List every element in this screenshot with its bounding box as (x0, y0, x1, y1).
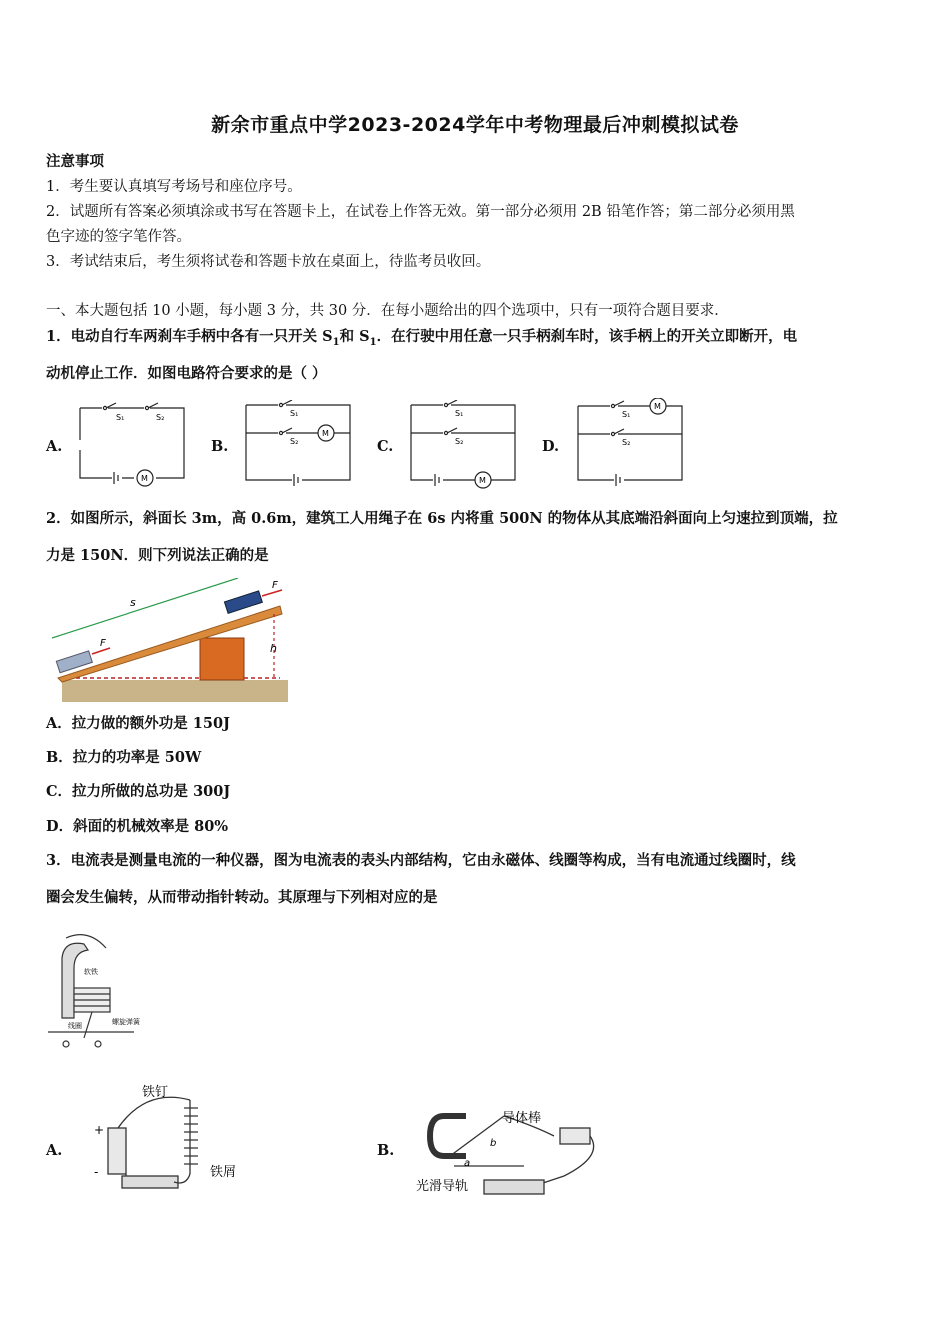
switch-s1-label: S₁ (290, 409, 299, 418)
q2-option-d[interactable]: D．斜面的机械效率是 80% (46, 818, 229, 835)
nail-label: 铁钉 (142, 1085, 169, 1100)
positive-sign: + (94, 1123, 105, 1137)
coil-label: 线圈 (68, 1022, 82, 1030)
ammeter-structure-figure (44, 928, 154, 1054)
notice-item: 2．试题所有答案必须填涂或书写在答题卡上，在试卷上作答无效。第一部分必须用 2B 铅笔作答；第二部分必须用黑 (46, 204, 795, 220)
q1-option-c[interactable]: C. (377, 438, 394, 455)
circuit-c-diagram (403, 400, 523, 490)
force-label-bottom: F (100, 638, 106, 649)
q2-option-b[interactable]: B．拉力的功率是 50W (46, 749, 202, 766)
rod-label: 导体棒 (502, 1111, 542, 1126)
q1-line2: 动机停止工作．如图电路符合要求的是（ ） (46, 365, 327, 382)
motor-label: M (322, 429, 329, 438)
q1-text-c: ．在行驶中用任意一只手柄刹车时，该手柄上的开关立即断开，电 (376, 328, 798, 345)
electromagnet-figure (86, 1078, 256, 1198)
q1-option-b[interactable]: B. (211, 438, 229, 455)
switch-s1-label: S₁ (622, 410, 631, 419)
q2-option-a[interactable]: A．拉力做的额外功是 150J (46, 715, 230, 732)
q2-option-c[interactable]: C．拉力所做的总功是 300J (46, 783, 231, 800)
q3-option-b[interactable]: B. (377, 1142, 395, 1159)
q3-line2: 圈会发生偏转，从而带动指针转动。其原理与下列相对应的是 (46, 889, 438, 906)
q1-sub2: 1 (369, 336, 377, 348)
motor-label: M (141, 474, 148, 483)
circuit-a-diagram (72, 400, 192, 490)
q2-line1: 2．如图所示，斜面长 3m，高 0.6m，建筑工人用绳子在 6s 内将重 500N 的物体从其底端沿斜面向上匀速拉到顶端，拉 (46, 510, 838, 527)
notice-item: 3．考试结束后，考生须将试卷和答题卡放在桌面上，待监考员收回。 (46, 254, 491, 270)
q2-line2: 力是 150N．则下列说法正确的是 (46, 547, 269, 564)
page-title: 新余市重点中学2023-2024学年中考物理最后冲刺模拟试卷 (211, 114, 739, 136)
q1-option-a[interactable]: A. (46, 438, 63, 455)
filings-label: 铁屑 (210, 1165, 237, 1180)
q1-text-a: 1．电动自行车两刹车手柄中各有一只开关 S (46, 328, 333, 345)
q1-text-b: 和 S (339, 328, 370, 345)
q1-option-d[interactable]: D. (542, 438, 560, 455)
slope-length-label: s (130, 596, 136, 609)
spring-label: 螺旋弹簧 (112, 1018, 140, 1026)
q1-line1 (46, 325, 908, 355)
incline-figure (44, 578, 290, 704)
point-a-label: a (464, 1158, 471, 1169)
notice-item: 色字迹的签字笔作答。 (46, 229, 191, 245)
conductor-rod-figure (414, 1096, 610, 1216)
force-label-top: F (272, 580, 278, 591)
ground (62, 680, 288, 702)
notice-heading: 注意事项 (46, 153, 104, 170)
motor-label: M (479, 476, 486, 485)
q3-line1: 3．电流表是测量电流的一种仪器，图为电流表的表头内部结构，它由永磁体、线圈等构成，当有电流通过线圈时，线 (46, 852, 796, 869)
switch-s2-label: S₂ (455, 437, 464, 446)
notice-item: 1．考生要认真填写考场号和座位序号。 (46, 179, 302, 195)
switch-s2-label: S₂ (290, 437, 299, 446)
switch-s2-label: S₂ (622, 438, 631, 447)
q3-option-a[interactable]: A. (46, 1142, 63, 1159)
section-heading: 一、本大题包括 10 小题，每小题 3 分，共 30 分．在每小题给出的四个选项中，只有一项符合题目要求． (46, 303, 729, 319)
soft-iron-label: 软铁 (84, 968, 98, 976)
q1-sub1: 1 (332, 336, 340, 348)
switch-s1-label: S₁ (455, 409, 464, 418)
motor-label: M (654, 402, 661, 411)
point-b-label: b (490, 1138, 497, 1149)
circuit-b-diagram (238, 400, 358, 490)
height-label: h (270, 642, 277, 655)
switch-s2-label: S₂ (156, 413, 165, 422)
rail-label: 光滑导轨 (416, 1179, 469, 1194)
switch-s1-label: S₁ (116, 413, 125, 422)
negative-sign: - (94, 1165, 99, 1179)
circuit-d-diagram (570, 398, 692, 490)
